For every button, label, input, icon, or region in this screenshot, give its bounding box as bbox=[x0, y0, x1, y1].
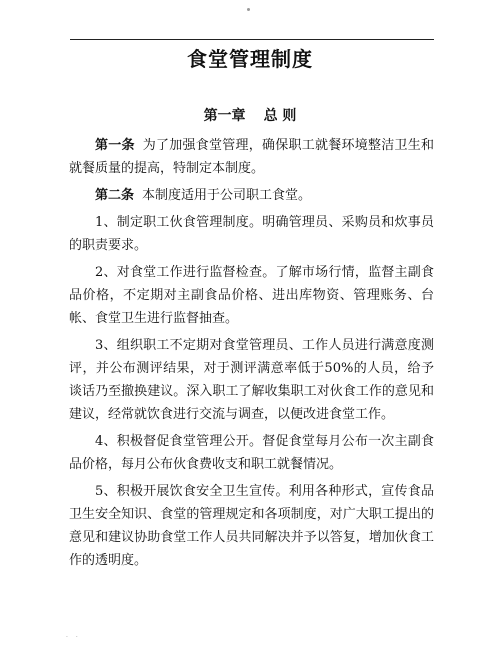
document-body bbox=[69, 134, 434, 576]
chapter-name: 总 则 bbox=[263, 108, 297, 124]
article-label: 第一条 bbox=[95, 138, 135, 153]
chapter-number: 第一章 bbox=[203, 108, 246, 124]
article-label: 第二条 bbox=[95, 188, 135, 203]
list-item: 2、对食堂工作进行监督检查。了解市场行情，监督主副食品价格，不定期对主副食品价格、进出库物资、管理账务、台帐、食堂卫生进行监督抽查。 bbox=[69, 265, 434, 326]
header-rule bbox=[70, 39, 434, 40]
list-item: 3、组织职工不定期对食堂管理员、工作人员进行满意度测评，并公布测评结果，对于测评满意率低于50%的人员，给予谈话乃至撤换建议。深入职工了解收集职工对伙食工作的意见和建议，经常就饮食进行交流与调查，以便改进食堂工作。 bbox=[69, 338, 434, 422]
article-paragraph bbox=[69, 134, 434, 180]
list-item: 4、积极督促食堂管理公开。督促食堂每月公布一次主副食品价格，每月公布伙食费收支和职工就餐情况。 bbox=[69, 434, 434, 472]
article-text: 本制度适用于公司职工食堂。 bbox=[142, 188, 312, 203]
chapter-heading bbox=[0, 106, 500, 126]
article-paragraph bbox=[69, 184, 434, 207]
page-top-mark bbox=[247, 8, 250, 11]
article-text: 为了加强食堂管理，确保职工就餐环境整洁卫生和就餐质量的提高，特制定本制度。 bbox=[69, 138, 434, 176]
document-title: 食堂管理制度 bbox=[187, 47, 313, 71]
list-item: 1、制定职工伙食管理制度。明确管理员、采购员和炊事员的职责要求。 bbox=[69, 215, 434, 253]
list-item: 5、积极开展饮食安全卫生宣传。利用各种形式，宣传食品卫生安全知识、食堂的管理规定和各项制度，对广大职工提出的意见和建议协助食堂工作人员共同解决并予以答复，增加伙食工作的透明度。 bbox=[69, 484, 434, 568]
footer-mark: . . bbox=[66, 632, 81, 639]
